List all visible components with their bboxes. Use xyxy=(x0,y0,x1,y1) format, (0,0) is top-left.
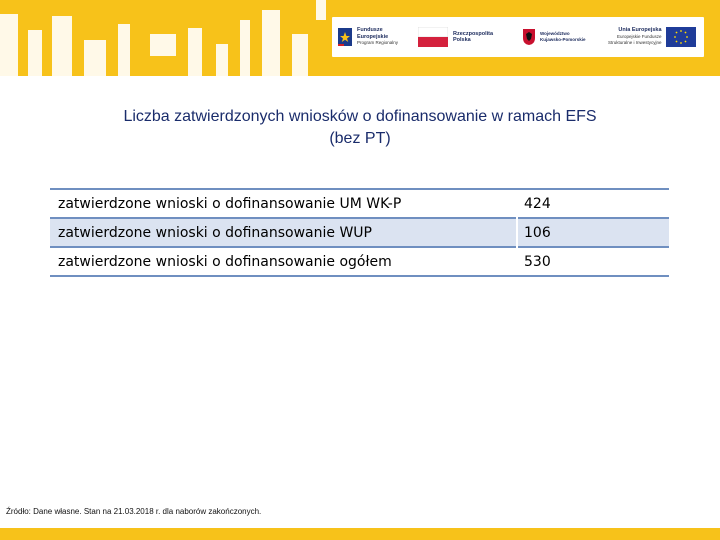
row-label: zatwierdzone wnioski o dofinansowanie UM WK-P xyxy=(50,189,517,218)
title-line-1: Liczba zatwierdzonych wniosków o dofinansowanie w ramach EFS xyxy=(123,108,597,125)
decorative-square xyxy=(188,28,202,76)
table-row-total xyxy=(50,247,669,276)
decorative-square xyxy=(240,20,250,76)
footer-bar xyxy=(0,528,720,540)
region-logo: Województwo Kujawsko-Pomorskie xyxy=(522,21,612,53)
row-label: zatwierdzone wnioski o dofinansowanie ogółem xyxy=(50,247,517,276)
poland-logo: Rzeczpospolita Polska xyxy=(418,21,508,53)
decorative-square xyxy=(28,30,42,76)
decorative-square xyxy=(52,16,72,76)
source-note: Źródło: Dane własne. Stan na 21.03.2018 r. dla naborów zakończonych. xyxy=(6,507,262,516)
table-row xyxy=(50,218,669,247)
decorative-square xyxy=(316,0,326,20)
eu-funds-star-icon xyxy=(338,26,354,48)
eu-flag-icon xyxy=(666,27,696,47)
eu-funds-logo: Fundusze Europejskie Program Regionalny xyxy=(338,21,408,53)
row-value: 530 xyxy=(517,247,669,276)
decorative-square xyxy=(0,14,18,76)
logo-strip xyxy=(332,17,704,57)
decorative-square xyxy=(150,34,176,56)
page-title xyxy=(60,106,660,150)
title-line-2: (bez PT) xyxy=(329,130,391,147)
table-row xyxy=(50,189,669,218)
region-coat-of-arms-icon xyxy=(522,28,536,46)
header-banner xyxy=(0,0,720,76)
row-value: 424 xyxy=(517,189,669,218)
decorative-square xyxy=(216,44,228,76)
decorative-square xyxy=(262,10,280,76)
decorative-square xyxy=(118,24,130,76)
applications-table xyxy=(50,188,669,277)
eu-logo: Unia Europejska Europejskie Fundusze Strukturalne i Inwestycyjne xyxy=(608,21,702,53)
decorative-square xyxy=(84,40,106,76)
polish-flag-icon xyxy=(418,27,448,47)
row-label: zatwierdzone wnioski o dofinansowanie WUP xyxy=(50,218,517,247)
decorative-square xyxy=(292,34,308,76)
row-value: 106 xyxy=(517,218,669,247)
